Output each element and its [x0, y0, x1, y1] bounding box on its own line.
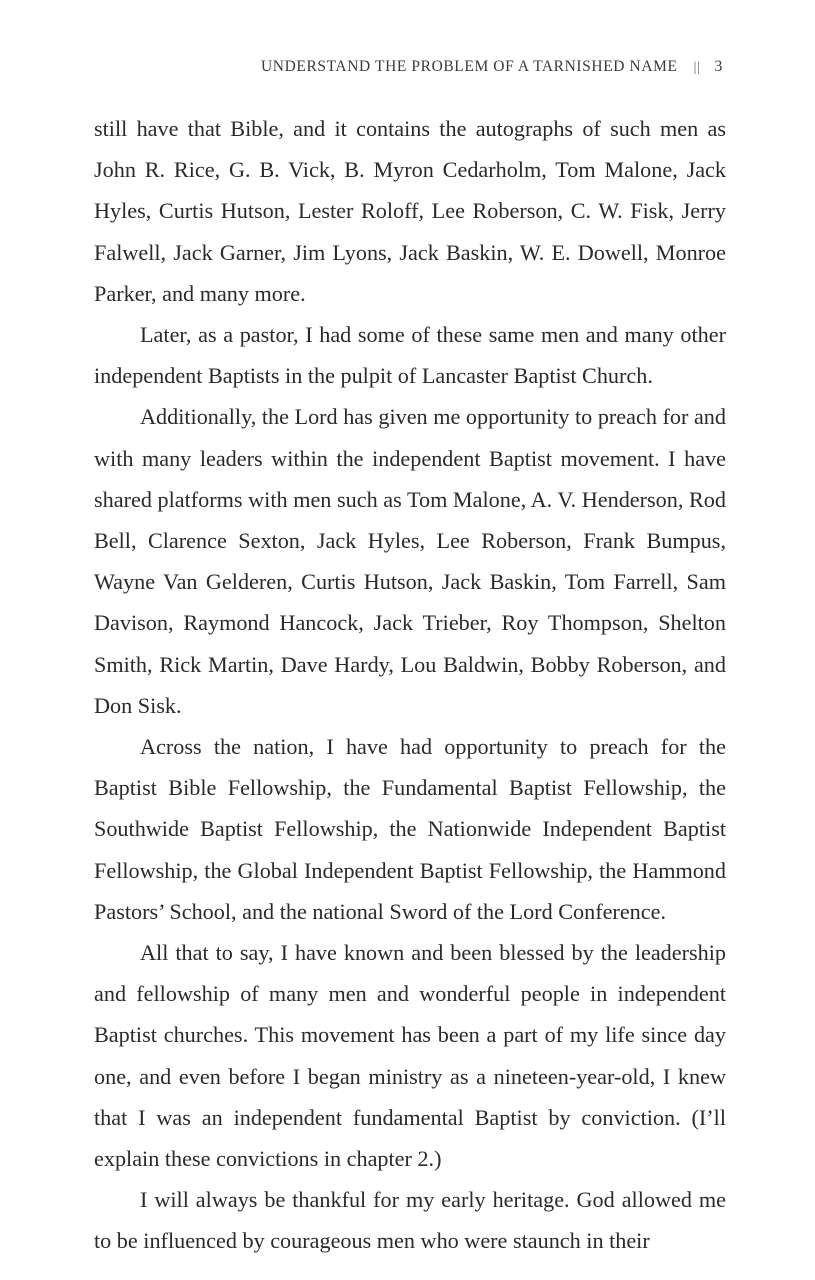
paragraph: Later, as a pastor, I had some of these same men and many other independent Baptists in the pulpit of Lancaster Baptist Church. — [94, 322, 726, 389]
paragraph: Additionally, the Lord has given me opportunity to preach for and with many leaders within the independent Baptist movement. I have shared platforms with men such as Tom Malone, A. V. Henderson, Rod Bell, Clarence Sexton, Jack Hyles, Lee Roberson, Frank Bumpus, Wayne Van Gelderen, Curtis Hutson, Jack Baskin, Tom Farrell, Sam Davison, Raymond Hancock, Jack Trieber, Roy Thompson, Shelton Smith, Rick Martin, Dave Hardy, Lou Baldwin, Bobby Roberson, and Don Sisk. — [94, 404, 726, 718]
paragraph: All that to say, I have known and been blessed by the leadership and fellowship of many men and wonderful people in independent Baptist churches. This movement has been a part of my life since day one, and even before I began ministry as a nineteen-year-old, I knew that I was an independent fundamental Baptist by conviction. (I’ll explain these convictions in chapter 2.) — [94, 940, 726, 1172]
header-separator: || — [693, 60, 701, 75]
running-head — [261, 58, 723, 76]
chapter-title: UNDERSTAND THE PROBLEM OF A TARNISHED NAME — [261, 58, 678, 75]
paragraph-continued: still have that Bible, and it contains the autographs of such men as John R. Rice, G. B. Vick, B. Myron Cedarholm, Tom Malone, Jack Hyles, Curtis Hutson, Lester Roloff, Lee Roberson, C. W. Fisk, Jerry Falwell, Jack Garner, Jim Lyons, Jack Baskin, W. E. Dowell, Monroe Parker, and many more. — [94, 116, 726, 306]
paragraph: Across the nation, I have had opportunity to preach for the Baptist Bible Fellowship, the Fundamental Baptist Fellowship, the Southwide Baptist Fellowship, the Nationwide Independent Baptist Fellowship, the Global Independent Baptist Fellowship, the Hammond Pastors’ School, and the national Sword of the Lord Conference. — [94, 734, 726, 924]
page-number: 3 — [714, 58, 723, 75]
paragraph: I will always be thankful for my early heritage. God allowed me to be influenced by courageous men who were staunch in their — [94, 1187, 726, 1254]
body-text — [94, 108, 726, 1262]
